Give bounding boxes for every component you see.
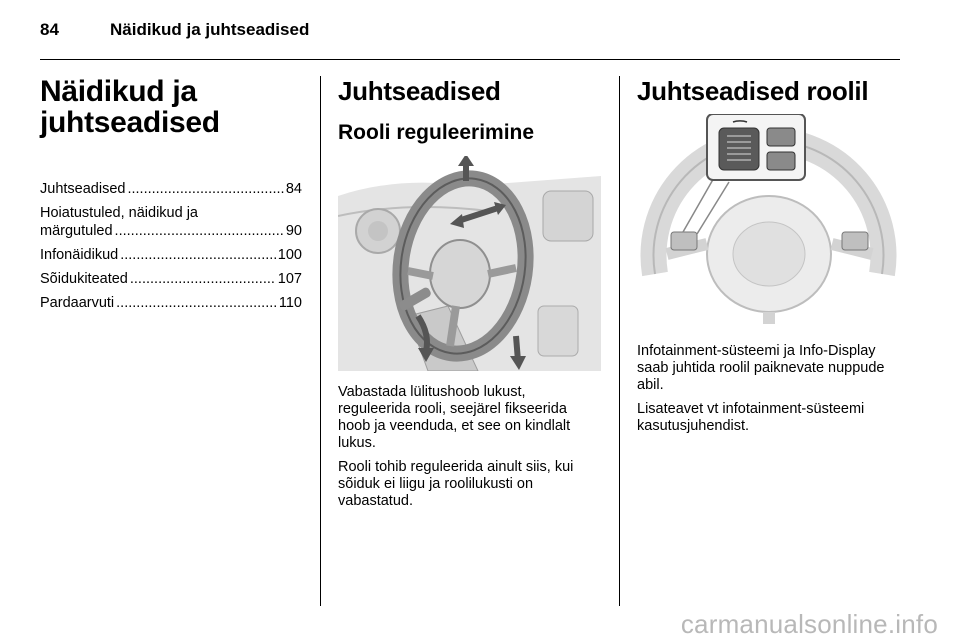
toc-entry[interactable]: Hoiatustuled, näidikud ja märgutuled ..... 90 (40, 204, 302, 240)
table-of-contents (40, 180, 302, 312)
steering-controls-illustration (637, 114, 900, 329)
paragraph: Lisateavet vt infotainment-süsteemi kasutusjuhendist. (637, 401, 865, 434)
page-header (40, 20, 309, 40)
column-divider-1 (320, 76, 321, 606)
paragraph: Rooli tohib reguleerida ainult siis, kui sõiduk ei liigu ja roolilukusti on vabastatud. (338, 459, 574, 509)
column-steering-controls (637, 76, 900, 442)
paragraph: Infotainment-süsteemi ja Info-Display saab juhtida roolil paiknevate nuppude abil. (637, 343, 885, 393)
running-title: Näidikud ja juhtseadised (110, 20, 310, 39)
page-number: 84 (40, 20, 59, 39)
steering-adjust-illustration (338, 156, 601, 376)
watermark: carmanualsonline.info (680, 609, 938, 639)
chapter-title: Näidikud ja juhtseadised (40, 75, 220, 139)
section-title: Juhtseadised roolil (637, 76, 869, 106)
column-steering-adjust (338, 76, 601, 517)
column-divider-2 (619, 76, 620, 606)
header-rule (40, 59, 900, 60)
toc-entry[interactable]: Pardaarvuti ..... 110 (40, 294, 302, 312)
toc-entry[interactable]: Juhtseadised ..... 84 (40, 180, 302, 198)
section-title: Juhtseadised (338, 76, 501, 106)
subsection-title: Rooli reguleerimine (338, 121, 535, 144)
column-contents (40, 76, 302, 318)
toc-entry[interactable]: Sõidukiteated ..... 107 (40, 270, 302, 288)
paragraph: Vabastada lülitushoob lukust, reguleerida rooli, seejärel fikseerida hoob ja veenduda, et see on kindlalt lukus. (338, 384, 571, 451)
toc-entry[interactable]: Infonäidikud ..... 100 (40, 246, 302, 264)
